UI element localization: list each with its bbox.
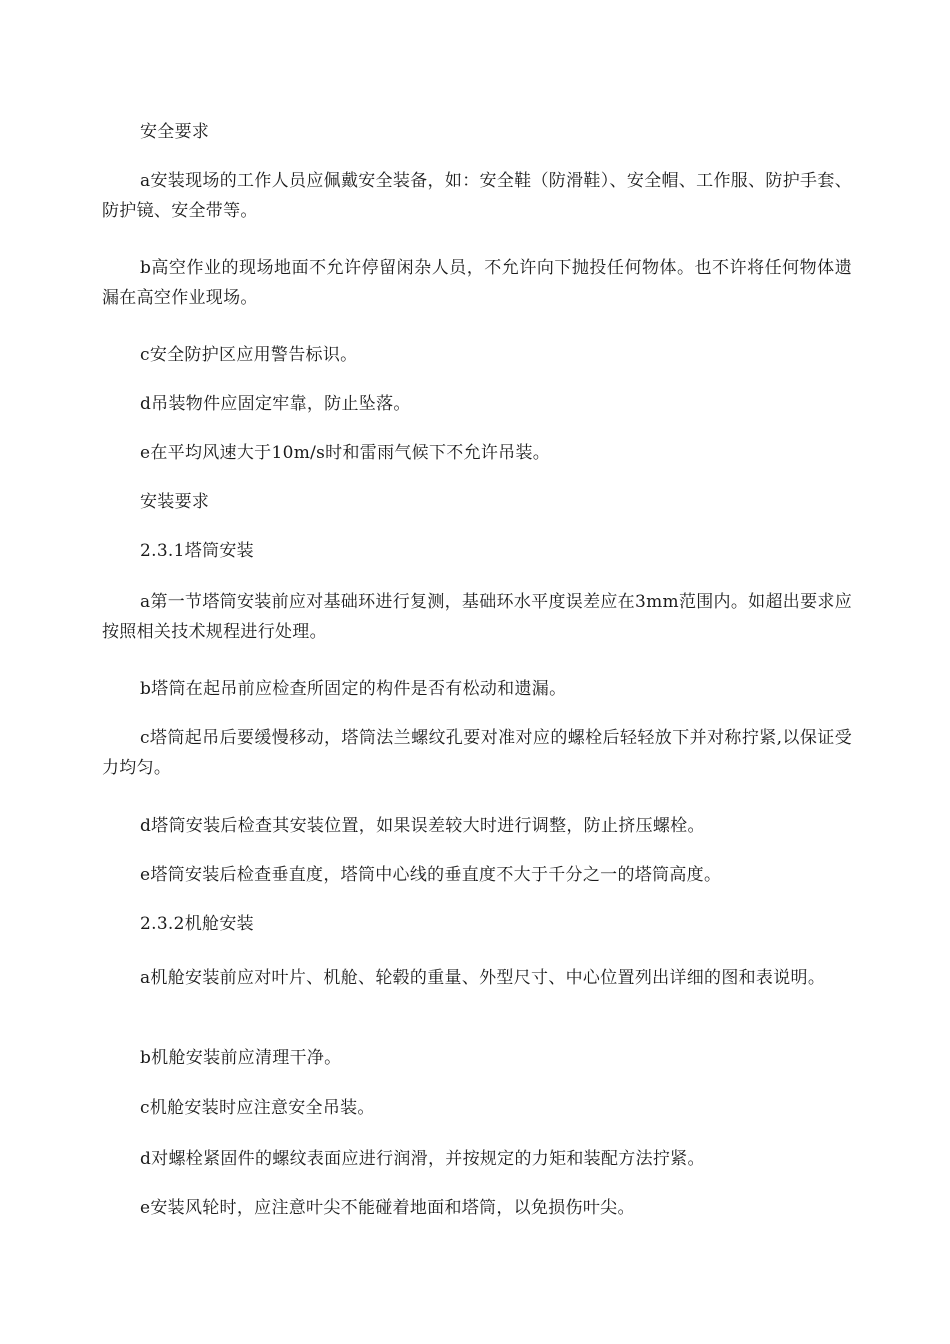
heading-nacelle-installation: 2.3.2机舱安装 (140, 914, 254, 934)
paragraph-nacelle-e: e安装风轮时，应注意叶尖不能碰着地面和塔筒，以免损伤叶尖。 (140, 1198, 635, 1218)
paragraph-safety-a: a安装现场的工作人员应佩戴安全装备，如：安全鞋（防滑鞋）、安全帽、工作服、防护手套、防护镜、安全带等。 (102, 171, 852, 221)
heading-tower-installation: 2.3.1塔筒安装 (140, 541, 254, 561)
paragraph-nacelle-b: b机舱安装前应清理干净。 (140, 1048, 342, 1068)
paragraph-safety-e: e在平均风速大于10m/s时和雷雨气候下不允许吊装。 (140, 443, 551, 463)
paragraph-tower-c: c塔筒起吊后要缓慢移动，塔筒法兰螺纹孔要对准对应的螺栓后轻轻放下并对称拧紧,以保证受力均匀。 (102, 728, 852, 778)
paragraph-safety-d: d吊装物件应固定牢靠，防止坠落。 (140, 394, 411, 414)
paragraph-nacelle-a: a机舱安装前应对叶片、机舱、轮毂的重量、外型尺寸、中心位置列出详细的图和表说明。 (140, 968, 826, 988)
paragraph-nacelle-c: c机舱安装时应注意安全吊装。 (140, 1098, 375, 1118)
heading-installation-requirements: 安装要求 (140, 492, 210, 512)
heading-safety-requirements: 安全要求 (140, 122, 210, 142)
paragraph-tower-d: d塔筒安装后检查其安装位置，如果误差较大时进行调整，防止挤压螺栓。 (140, 816, 705, 836)
paragraph-tower-b: b塔筒在起吊前应检查所固定的构件是否有松动和遗漏。 (140, 679, 567, 699)
paragraph-nacelle-d: d对螺栓紧固件的螺纹表面应进行润滑，并按规定的力矩和装配方法拧紧。 (140, 1149, 705, 1169)
paragraph-safety-c: c安全防护区应用警告标识。 (140, 345, 358, 365)
paragraph-safety-b: b高空作业的现场地面不允许停留闲杂人员，不允许向下抛投任何物体。也不许将任何物体遗漏在高空作业现场。 (102, 258, 852, 308)
paragraph-tower-e: e塔筒安装后检查垂直度，塔筒中心线的垂直度不大于千分之一的塔筒高度。 (140, 865, 722, 885)
paragraph-tower-a: a第一节塔筒安装前应对基础环进行复测，基础环水平度误差应在3mm范围内。如超出要求应按照相关技术规程进行处理。 (102, 592, 852, 642)
